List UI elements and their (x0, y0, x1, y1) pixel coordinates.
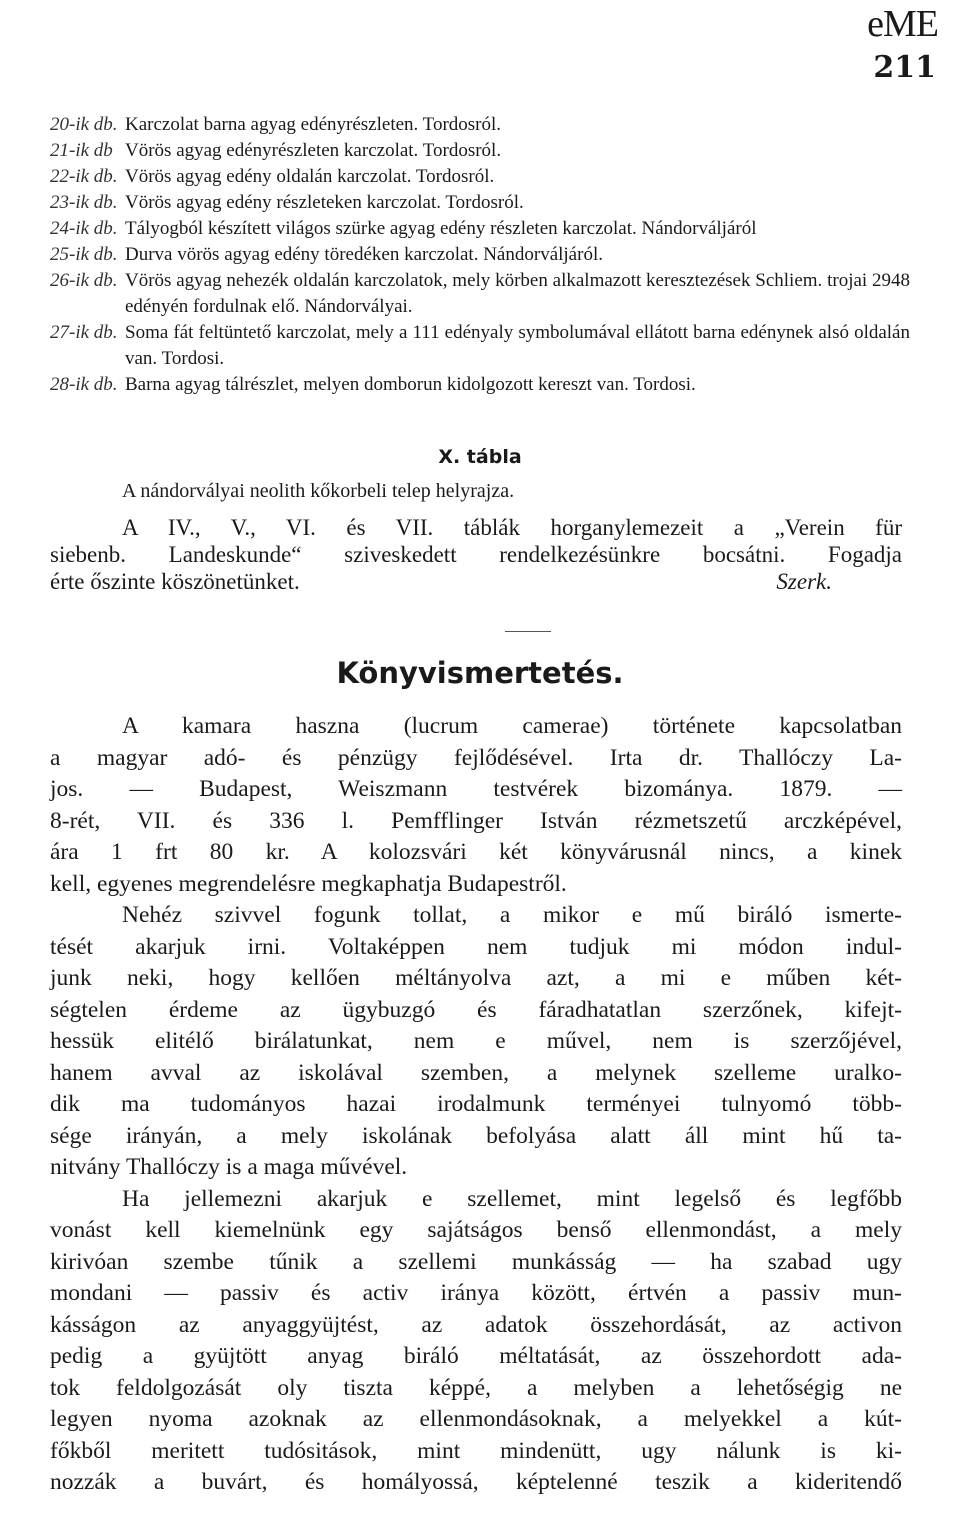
item-number: 26-ik db. (50, 270, 118, 291)
item-text: Vörös agyag edény részleteken karczolat. Tordosról. (125, 192, 524, 213)
body-line: kásságon az anyaggyüjtést, az adatok összehordását, az activon (50, 1311, 902, 1338)
body-line: főkből meritett tudósitások, mint mindenütt, ugy nálunk is ki- (50, 1437, 902, 1464)
body-line: Ha jellemezni akarjuk e szellemet, mint legelső és legfőbb (122, 1185, 902, 1212)
list-item (50, 242, 910, 268)
body-line: dik ma tudományos hazai irodalmunk terményei tulnyomó több- (50, 1091, 902, 1117)
item-text: Karczolat barna agyag edényrészleten. Tordosról. (125, 114, 502, 135)
item-number: 20-ik db. (50, 114, 118, 135)
body-line: kell, egyenes megrendelésre megkaphatja Budapestről. (50, 870, 567, 897)
plate-item-list (50, 112, 910, 398)
item-number: 21-ik db (50, 140, 113, 161)
body-line: a magyar adó- és pénzügy fejlődésével. Irta dr. Thallóczy La- (50, 744, 902, 771)
acknowledgement-paragraph (50, 514, 902, 595)
body-line: tok feldolgozását oly tiszta képpé, a melyben a lehetőségig ne (50, 1374, 902, 1401)
list-item (50, 164, 910, 190)
item-text: Vörös agyag edény oldalán karczolat. Tordosról. (125, 166, 495, 187)
item-text: Vörös agyag edényrészleten karczolat. Tordosról. (125, 140, 502, 161)
review-body (50, 711, 902, 1499)
item-text: Vörös agyag nehezék oldalán karczolatok, mely körben alkalmazott keresztezések Schliem. trojai 2948 edényén fordulnak elő. Nándorvályai. (125, 270, 910, 317)
body-line: junk neki, hogy kellően méltányolva azt, a mi e műben két- (50, 965, 902, 991)
list-item (50, 268, 910, 320)
item-number: 28-ik db. (50, 374, 118, 395)
item-text: Soma fát feltüntető karczolat, mely a 111 edényaly symbolumával ellátott barna edénynek alsó oldalán van. Tordosi. (125, 322, 910, 369)
acknowledgement-text: érte őszinte köszönetünket. (50, 569, 300, 594)
list-item (50, 112, 910, 138)
item-number: 24-ik db. (50, 218, 118, 239)
editor-signature: Szerk. (776, 569, 832, 594)
list-item (50, 320, 910, 372)
body-line: vonást kell kiemelnünk egy sajátságos benső ellenmondást, a mely (50, 1217, 902, 1243)
body-line: tését akarjuk irni. Voltaképpen nem tudjuk mi módon indul- (50, 933, 902, 960)
body-line: nitvány Thallóczy is a maga művével. (50, 1154, 408, 1180)
body-line: A kamara haszna (lucrum camerae) története kapcsolatban (122, 713, 902, 739)
item-text: Durva vörös agyag edény töredéken karczolat. Nándorváljáról. (125, 244, 603, 265)
section-heading: Könyvismertetés. (336, 656, 624, 690)
item-number: 23-ik db. (50, 192, 118, 213)
body-line: Nehéz szivvel fogunk tollat, a mikor e mű biráló ismerte- (122, 902, 902, 928)
item-text: Tályogból készített világos szürke agyag edény részleten karczolat. Nándorváljáról (125, 218, 757, 239)
item-number: 27-ik db. (50, 322, 118, 343)
list-item (50, 190, 910, 216)
body-line: 8-rét, VII. és 336 l. Pemfflinger István rézmetszetű arczképével, (50, 807, 902, 834)
body-line: hanem avval az iskolával szemben, a melynek szelleme uralko- (50, 1059, 902, 1086)
body-line: ára 1 frt 80 kr. A kolozsvári két könyvárusnál nincs, a kinek (50, 839, 902, 865)
section-divider (505, 631, 551, 632)
body-line: hessük elitélő birálatunkat, nem e művel, nem is szerzőjével, (50, 1028, 902, 1054)
plate-caption: A nándorvályai neolith kőkorbeli telep helyrajza. (122, 480, 515, 502)
body-line: sége irányán, a mely iskolának befolyása alatt áll mint hű ta- (50, 1122, 902, 1149)
body-line: kirivóan szembe tűnik a szellemi munkásság — ha szabad ugy (50, 1248, 902, 1275)
list-item (50, 138, 910, 164)
body-line: ségtelen érdeme az ügybuzgó és fáradhatatlan szerzőnek, kifejt- (50, 996, 902, 1023)
body-line: pedig a gyüjtött anyag biráló méltatását, az összehordott ada- (50, 1343, 902, 1369)
list-item (50, 216, 910, 242)
acknowledgement-line (50, 568, 902, 595)
item-number: 25-ik db. (50, 244, 118, 265)
publisher-logo: eME (867, 3, 938, 45)
acknowledgement-line: A IV., V., VI. és VII. táblák horganylemezeit a „Verein für (122, 515, 902, 540)
plate-title: X. tábla (438, 446, 522, 468)
body-line: mondani — passiv és activ iránya között, értvén a passiv mun- (50, 1280, 902, 1306)
item-text: Barna agyag tálrészlet, melyen domborun kidolgozott kereszt van. Tordosi. (125, 374, 696, 395)
body-line: nozzák a buvárt, és homályossá, képtelenné teszik a kideritendő (50, 1469, 902, 1495)
body-line: legyen nyoma azoknak az ellenmondásoknak, a melyekkel a kút- (50, 1406, 902, 1432)
list-item (50, 372, 910, 398)
page-number: 211 (873, 50, 936, 85)
item-number: 22-ik db. (50, 166, 118, 187)
body-line: jos. — Budapest, Weiszmann testvérek bizománya. 1879. — (50, 776, 902, 802)
acknowledgement-line: siebenb. Landeskunde“ sziveskedett rendelkezésünkre bocsátni. Fogadja (50, 542, 902, 567)
